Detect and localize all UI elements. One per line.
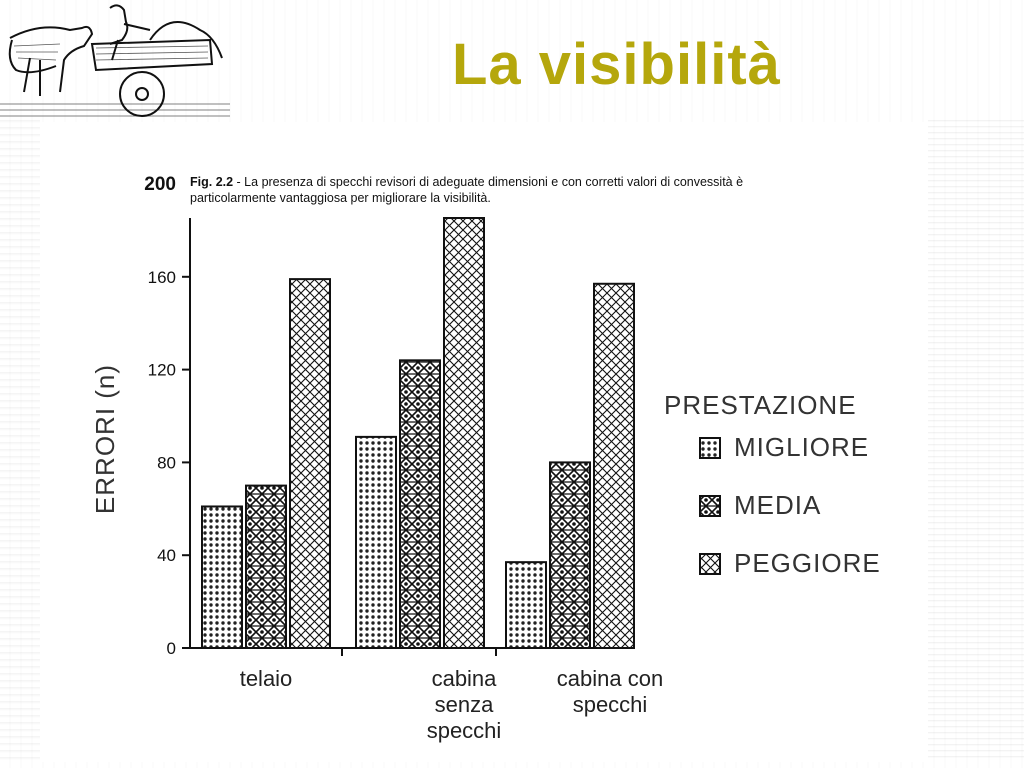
category-label-1-1: senza	[434, 692, 494, 717]
bar-peggiore-1	[444, 218, 484, 648]
y-tick-label-0: 0	[166, 639, 176, 658]
right-background-sketch	[928, 120, 1024, 760]
bar-media-2	[550, 462, 590, 648]
y-axis-title: ERRORI (n)	[90, 363, 120, 515]
legend-title: PRESTAZIONE	[664, 390, 857, 420]
caption-label: Fig. 2.2	[190, 175, 234, 189]
y-tick-label-120: 120	[147, 360, 176, 380]
category-label-1-2: specchi	[426, 718, 502, 743]
bar-chart	[40, 122, 928, 762]
legend-swatch-peggiore	[700, 554, 720, 574]
y-tick-label-200: 200	[144, 174, 176, 195]
category-label-2-0: cabina con	[556, 666, 664, 691]
category-label-1-0: cabina	[431, 666, 497, 691]
left-background-sketch	[0, 120, 40, 760]
bar-migliore-1	[356, 437, 396, 648]
bar-media-0	[246, 486, 286, 648]
bar-migliore-2	[506, 562, 546, 648]
bar-migliore-0	[202, 506, 242, 648]
bar-media-1	[400, 360, 440, 648]
legend-label-migliore: MIGLIORE	[734, 432, 870, 462]
legend-label-media: MEDIA	[734, 490, 822, 520]
y-tick-label-160: 160	[147, 267, 176, 287]
y-tick-label-80: 80	[157, 453, 176, 473]
ox-cart-icon	[0, 0, 230, 122]
legend-label-peggiore: PEGGIORE	[734, 548, 881, 578]
legend-swatch-migliore	[700, 438, 720, 458]
bar-peggiore-0	[290, 279, 330, 648]
slide-title: La visibilità	[452, 32, 781, 97]
y-tick-label-40: 40	[157, 546, 176, 566]
category-label-0-0: telaio	[239, 666, 293, 691]
bar-peggiore-2	[594, 284, 634, 648]
legend-swatch-media	[700, 496, 720, 516]
caption-text: - La presenza di specchi revisori di adeguate dimensioni e con corretti valori di convessità è particolarmente vantaggiosa per migliorare la visibilità.	[190, 175, 744, 205]
category-label-2-1: specchi	[572, 692, 648, 717]
figure-panel	[40, 122, 928, 762]
